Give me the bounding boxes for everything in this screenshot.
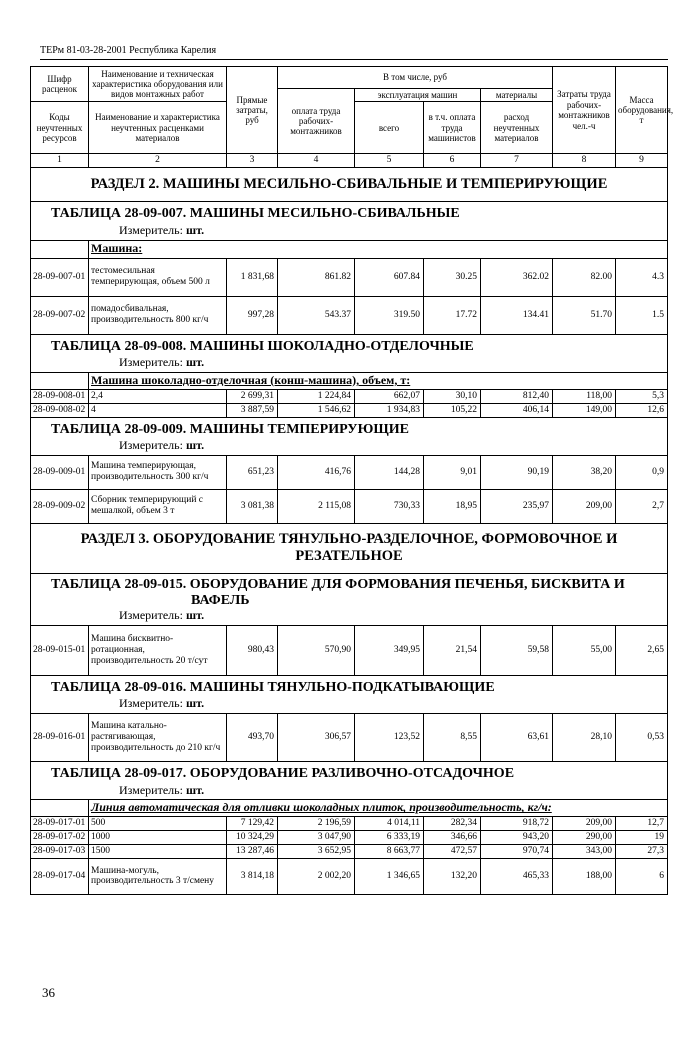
col-total: всего [355,102,424,154]
spacer-cell [31,372,89,389]
row-direct: 13 287,46 [227,845,278,859]
col-operation: эксплуатация машин [355,89,481,102]
group-subheader [89,800,668,817]
row-code: 28-09-009-02 [31,489,89,523]
group-subheader [89,372,668,389]
measure-line [31,439,668,455]
row-name: 4 [89,403,227,417]
row-name: тестомесильная темперирующая, объем 500 л [89,258,227,296]
row-name: помадосбивальная, производительность 800 кг/ч [89,296,227,334]
row-mat: 362.02 [481,258,553,296]
row-wage: 105,22 [424,403,481,417]
table-row [31,858,668,894]
row-code: 28-09-007-02 [31,296,89,334]
row-labor: 3 652,95 [278,845,355,859]
measure-line [31,697,668,713]
row-mass: 12,6 [616,403,668,417]
row-hours: 343,00 [553,845,616,859]
row-labor: 2 115,08 [278,489,355,523]
row-total: 349,95 [355,625,424,675]
row-name: Машина бисквитно-ротационная, производительность 20 т/сут [89,625,227,675]
column-number: 2 [89,154,227,168]
row-direct: 3 887,59 [227,403,278,417]
row-labor: 306,57 [278,714,355,762]
group-subheader-text: Машина шоколадно-отделочная (конш-машина), объем, т: [91,372,411,387]
row-name: 2,4 [89,389,227,403]
section-title: РАЗДЕЛ 2. МАШИНЫ МЕСИЛЬНО-СБИВАЛЬНЫЕ И ТЕМПЕРИРУЮЩИЕ [31,168,668,202]
row-wage: 18,95 [424,489,481,523]
row-labor: 1 224,84 [278,389,355,403]
row-direct: 1 831,68 [227,258,278,296]
column-number: 1 [31,154,89,168]
measure-label: Измеритель: [119,782,183,797]
row-labor: 570,90 [278,625,355,675]
row-mass: 5,3 [616,389,668,403]
row-hours: 149,00 [553,403,616,417]
row-code: 28-09-009-01 [31,455,89,489]
row-mat: 235,97 [481,489,553,523]
row-mat: 465,33 [481,858,553,894]
table-title: ТАБЛИЦА 28-09-016. МАШИНЫ ТЯНУЛЬНО-ПОДКАТЫВАЮЩИЕ [31,675,668,697]
col-labor: оплата труда рабочих-монтажников [278,89,355,154]
table-row [31,403,668,417]
row-mat: 970,74 [481,845,553,859]
row-mat: 59,58 [481,625,553,675]
column-number: 3 [227,154,278,168]
measure-label: Измеритель: [119,607,183,622]
group-subheader [89,240,668,258]
row-mass: 1.5 [616,296,668,334]
col-name-bottom: Наименование и характеристика неучтенных расценками материалов [89,102,227,154]
table-row [31,389,668,403]
row-code: 28-09-017-01 [31,817,89,831]
header-rule [40,59,668,60]
row-mat: 918,72 [481,817,553,831]
row-mass: 0,9 [616,455,668,489]
row-mass: 0,53 [616,714,668,762]
row-total: 123,52 [355,714,424,762]
table-title [31,573,668,609]
row-wage: 9,01 [424,455,481,489]
row-direct: 2 699,31 [227,389,278,403]
row-labor: 861.82 [278,258,355,296]
row-mat: 406,14 [481,403,553,417]
row-wage: 21,54 [424,625,481,675]
col-incl-wage: в т.ч. оплата труда машинистов [424,102,481,154]
group-subheader-text: Линия автоматическая для отливки шоколадных плиток, производительность, кг/ч: [91,800,552,815]
row-total: 4 014,11 [355,817,424,831]
column-number: 9 [616,154,668,168]
row-hours: 188,00 [553,858,616,894]
row-mat: 63,61 [481,714,553,762]
row-wage: 30,10 [424,389,481,403]
col-code-top: Шифр расценок [31,67,89,102]
row-labor: 3 047,90 [278,831,355,845]
row-name: Сборник темперирующий с мешалкой, объем 3 т [89,489,227,523]
row-name: Машина катально-растягивающая, производительность до 210 кг/ч [89,714,227,762]
row-code: 28-09-015-01 [31,625,89,675]
row-direct: 980,43 [227,625,278,675]
row-mass: 19 [616,831,668,845]
measure-unit: шт. [185,782,205,797]
measure-line [31,784,668,800]
table-row [31,845,668,859]
row-hours: 28,10 [553,714,616,762]
row-name: Машина темперирующая, производительность 300 кг/ч [89,455,227,489]
row-labor: 416,76 [278,455,355,489]
row-mass: 6 [616,858,668,894]
table-title-line: ТАБЛИЦА 28-09-015. ОБОРУДОВАНИЕ ДЛЯ ФОРМОВАНИЯ ПЕЧЕНЬЯ, БИСКВИТА И [51,576,625,592]
col-incl: В том числе, руб [278,67,553,89]
table-title: ТАБЛИЦА 28-09-017. ОБОРУДОВАНИЕ РАЗЛИВОЧНО-ОТСАДОЧНОЕ [31,762,668,784]
section-title: РАЗДЕЛ 3. ОБОРУДОВАНИЕ ТЯНУЛЬНО-РАЗДЕЛОЧНОЕ, ФОРМОВОЧНОЕ И РЕЗАТЕЛЬНОЕ [31,523,668,573]
price-table [30,66,674,895]
col-materials: материалы [481,89,553,102]
row-hours: 209,00 [553,817,616,831]
row-mat: 134.41 [481,296,553,334]
row-mass: 2,65 [616,625,668,675]
measure-label: Измеритель: [119,438,183,452]
measure-line [31,356,668,372]
row-labor: 2 196,59 [278,817,355,831]
running-header: ТЕРм 81-03-28-2001 Республика Карелия [40,45,217,56]
table-row [31,831,668,845]
row-mat: 90,19 [481,455,553,489]
row-mass: 4.3 [616,258,668,296]
row-total: 662,07 [355,389,424,403]
row-total: 730,33 [355,489,424,523]
row-code: 28-09-008-01 [31,389,89,403]
column-number-row [31,154,668,168]
row-direct: 997,28 [227,296,278,334]
table-title: ТАБЛИЦА 28-09-007. МАШИНЫ МЕСИЛЬНО-СБИВАЛЬНЫЕ [31,202,668,224]
measure-line [31,224,668,240]
table-row [31,489,668,523]
row-code: 28-09-007-01 [31,258,89,296]
row-wage: 8,55 [424,714,481,762]
row-labor: 1 546,62 [278,403,355,417]
row-mass: 2,7 [616,489,668,523]
row-name: 1500 [89,845,227,859]
row-total: 144,28 [355,455,424,489]
row-total: 607.84 [355,258,424,296]
col-labor-cost: Затраты труда рабочих-монтажников чел.-ч [553,67,616,154]
row-direct: 3 081,38 [227,489,278,523]
row-code: 28-09-017-02 [31,831,89,845]
row-wage: 472,57 [424,845,481,859]
table-row [31,625,668,675]
row-total: 1 346,65 [355,858,424,894]
page-number: 36 [42,985,55,1000]
row-code: 28-09-017-03 [31,845,89,859]
measure-unit: шт. [185,607,205,622]
row-labor: 2 002,20 [278,858,355,894]
row-code: 28-09-008-02 [31,403,89,417]
spacer-cell [31,800,89,817]
col-direct: Прямые затраты, руб [227,67,278,154]
row-hours: 51.70 [553,296,616,334]
row-wage: 282,34 [424,817,481,831]
measure-unit: шт. [185,222,205,237]
row-code: 28-09-016-01 [31,714,89,762]
spacer-cell [31,240,89,258]
row-mass: 12,7 [616,817,668,831]
measure-label: Измеритель: [119,696,183,711]
row-total: 8 663,77 [355,845,424,859]
col-name-top: Наименование и техническая характеристика оборудования или видов монтажных работ [89,67,227,102]
row-hours: 82.00 [553,258,616,296]
col-code-bottom: Коды неучтенных ресурсов [31,102,89,154]
row-direct: 10 324,29 [227,831,278,845]
col-mass: Масса оборудования, т [616,67,668,154]
row-total: 319.50 [355,296,424,334]
table-row [31,296,668,334]
row-wage: 132,20 [424,858,481,894]
row-direct: 493,70 [227,714,278,762]
measure-unit: шт. [185,355,205,370]
col-mat-cost: расход неучтенных материалов [481,102,553,154]
row-hours: 38,20 [553,455,616,489]
column-number: 7 [481,154,553,168]
measure-unit: шт. [185,696,205,711]
measure-line [31,609,668,625]
table-title-line: ВАФЕЛЬ [191,592,250,608]
table-row [31,714,668,762]
row-hours: 118,00 [553,389,616,403]
row-hours: 55,00 [553,625,616,675]
row-mat: 812,40 [481,389,553,403]
row-code: 28-09-017-04 [31,858,89,894]
row-direct: 3 814,18 [227,858,278,894]
row-wage: 17.72 [424,296,481,334]
measure-label: Измеритель: [119,222,183,237]
row-name: 1000 [89,831,227,845]
column-number: 4 [278,154,355,168]
column-number: 5 [355,154,424,168]
group-subheader-text: Машина: [91,241,143,256]
row-wage: 346,66 [424,831,481,845]
column-number: 8 [553,154,616,168]
table-row [31,817,668,831]
table-row [31,258,668,296]
table-title: ТАБЛИЦА 28-09-009. МАШИНЫ ТЕМПЕРИРУЮЩИЕ [31,417,668,439]
table-title: ТАБЛИЦА 28-09-008. МАШИНЫ ШОКОЛАДНО-ОТДЕЛОЧНЫЕ [31,334,668,356]
row-hours: 290,00 [553,831,616,845]
measure-unit: шт. [185,438,205,452]
row-hours: 209,00 [553,489,616,523]
column-number: 6 [424,154,481,168]
table-row [31,455,668,489]
row-total: 6 333,19 [355,831,424,845]
row-name: 500 [89,817,227,831]
row-mat: 943,20 [481,831,553,845]
row-direct: 651,23 [227,455,278,489]
measure-label: Измеритель: [119,355,183,370]
row-name: Машина-могуль, производительность 3 т/смену [89,858,227,894]
row-total: 1 934,83 [355,403,424,417]
row-labor: 543.37 [278,296,355,334]
row-direct: 7 129,42 [227,817,278,831]
row-wage: 30.25 [424,258,481,296]
row-mass: 27,3 [616,845,668,859]
